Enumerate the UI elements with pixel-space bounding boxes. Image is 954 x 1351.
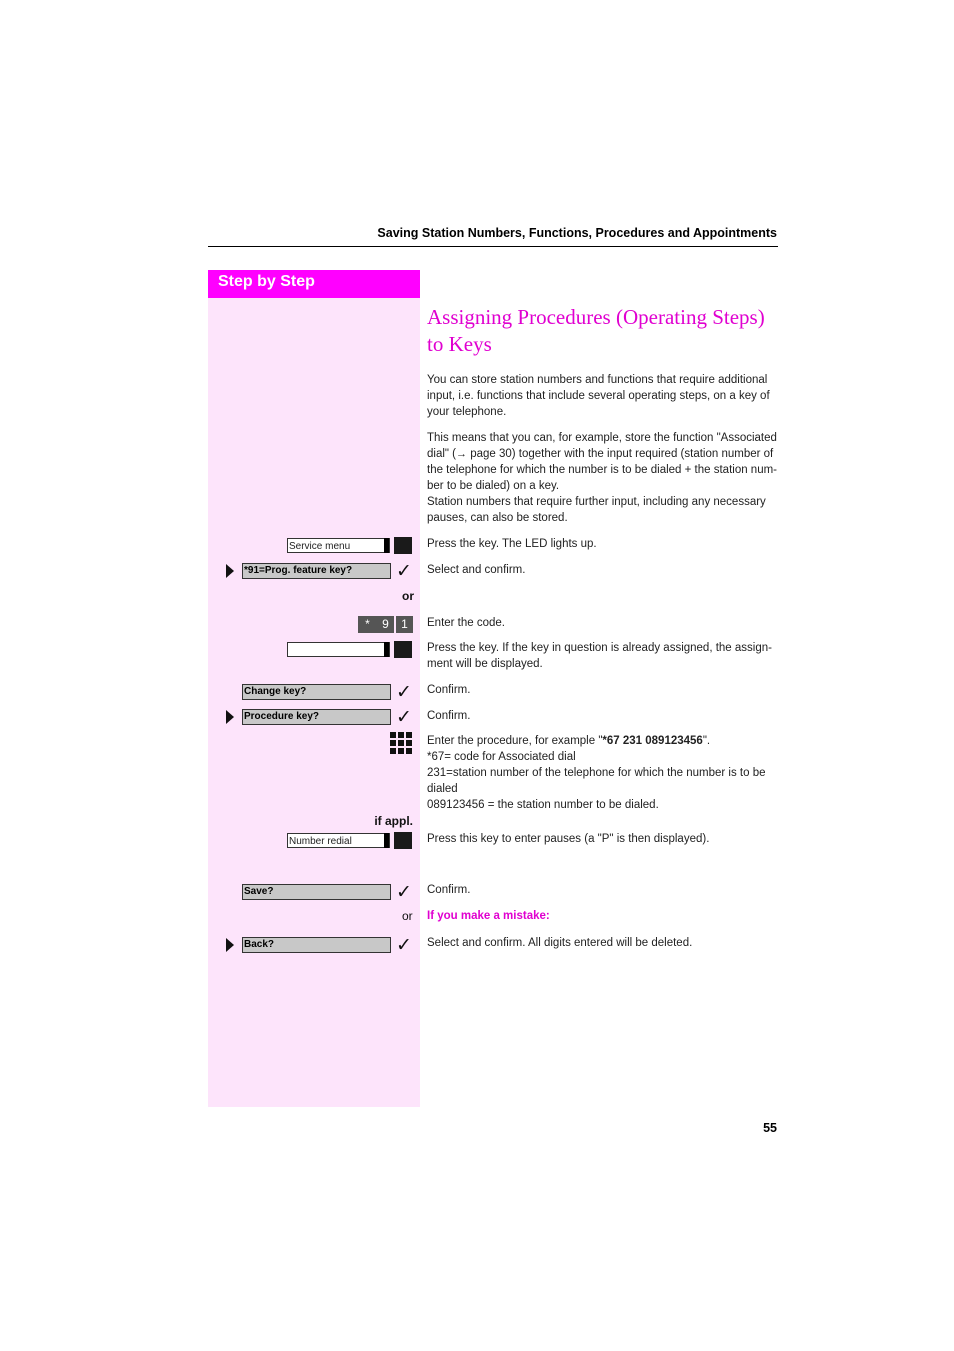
display-end-marker	[384, 833, 389, 848]
step-text-line: dialed	[427, 783, 458, 795]
header-rule	[208, 246, 778, 247]
step-text-part: Enter the procedure, for example "	[427, 735, 603, 747]
service-menu-label: Service menu	[289, 541, 351, 552]
step-text: Confirm.	[427, 684, 471, 696]
or-label: or	[402, 909, 413, 923]
step-text: Select and confirm. All digits entered will be deleted.	[427, 937, 693, 949]
keypad-icon	[390, 732, 412, 754]
intro-p2-line: Station numbers that require further input, including any necessary	[427, 496, 766, 508]
function-key[interactable]	[394, 641, 412, 658]
number-redial-display[interactable]	[287, 833, 390, 848]
checkmark-icon[interactable]: ✓	[396, 561, 412, 582]
display-end-marker	[384, 642, 389, 657]
service-menu-key[interactable]	[394, 537, 412, 554]
step-text-line: 089123456 = the station number to be dialed.	[427, 799, 659, 811]
change-key-option[interactable]: Change key?	[242, 684, 391, 700]
intro-p2-line: the telephone for which the number is to be dialed + the station num-	[427, 464, 778, 476]
step-text: Press this key to enter pauses (a "P" is then displayed).	[427, 833, 710, 845]
number-redial-key[interactable]	[394, 832, 412, 849]
digit-1-key[interactable]: 1	[396, 616, 413, 633]
step-text: Enter the code.	[427, 617, 505, 629]
step-text-line: ment will be displayed.	[427, 658, 543, 670]
intro-p2-line	[427, 446, 782, 462]
scroll-arrow-icon	[226, 938, 234, 952]
example-procedure: *67 231 089123456	[602, 735, 703, 747]
step-text-line: Press the key. If the key in question is already assigned, the assign-	[427, 642, 772, 654]
scroll-arrow-icon	[226, 564, 234, 578]
back-option[interactable]: Back?	[242, 937, 391, 953]
step-text	[427, 733, 782, 813]
display-end-marker	[384, 538, 389, 553]
checkmark-icon[interactable]: ✓	[396, 935, 412, 956]
step-text: Press the key. The LED lights up.	[427, 538, 597, 550]
step-text: Confirm.	[427, 884, 471, 896]
number-redial-label: Number redial	[289, 836, 352, 847]
step-text	[427, 640, 782, 672]
checkmark-icon[interactable]: ✓	[396, 882, 412, 903]
section-title	[427, 304, 787, 358]
step-text-line	[427, 733, 782, 749]
step-text-line: 231=station number of the telephone for which the number is to be	[427, 767, 766, 779]
running-header: Saving Station Numbers, Functions, Procedures and Appointments	[377, 226, 777, 240]
checkmark-icon[interactable]: ✓	[396, 707, 412, 728]
arrow-right-icon: →	[456, 448, 468, 460]
step-by-step-label: Step by Step	[218, 273, 315, 290]
page-number: 55	[763, 1121, 777, 1135]
digit-9-key[interactable]: 9	[377, 616, 394, 633]
section-title-line1: Assigning Procedures (Operating Steps)	[427, 305, 765, 329]
intro-paragraph-2	[427, 430, 782, 526]
service-menu-display[interactable]	[287, 538, 390, 553]
intro-p2-line: pauses, can also be stored.	[427, 512, 568, 524]
blank-key-display[interactable]	[287, 642, 390, 657]
section-title-line2: to Keys	[427, 332, 492, 356]
intro-paragraph-1	[427, 372, 782, 420]
step-by-step-banner	[208, 270, 420, 298]
scroll-arrow-icon	[226, 710, 234, 724]
step-text: Select and confirm.	[427, 564, 526, 576]
checkmark-icon[interactable]: ✓	[396, 682, 412, 703]
procedure-key-option[interactable]: Procedure key?	[242, 709, 391, 725]
step-text-line: *67= code for Associated dial	[427, 751, 576, 763]
save-option[interactable]: Save?	[242, 884, 391, 900]
step-text: Confirm.	[427, 710, 471, 722]
intro-p2-line: ber to be dialed) on a key.	[427, 480, 560, 492]
intro-p2-line: This means that you can, for example, store the function "Associated	[427, 432, 777, 444]
star-key[interactable]: *	[358, 616, 377, 633]
step-sidebar	[208, 298, 420, 1107]
prog-feature-key-option[interactable]: *91=Prog. feature key?	[242, 563, 391, 579]
or-label: or	[402, 589, 414, 603]
if-appl-label: if appl.	[374, 814, 413, 828]
intro-p2-text: dial" (	[427, 448, 457, 460]
mistake-heading: If you make a mistake:	[427, 910, 550, 922]
page-reference-link[interactable]: page 30) together with the input required (station number of	[467, 448, 774, 460]
intro-p1-line: You can store station numbers and functions that require additional	[427, 374, 768, 386]
step-text-part: ".	[702, 735, 711, 747]
intro-p1-line: input, i.e. functions that include several operating steps, on a key of	[427, 390, 770, 402]
intro-p1-line: your telephone.	[427, 406, 507, 418]
